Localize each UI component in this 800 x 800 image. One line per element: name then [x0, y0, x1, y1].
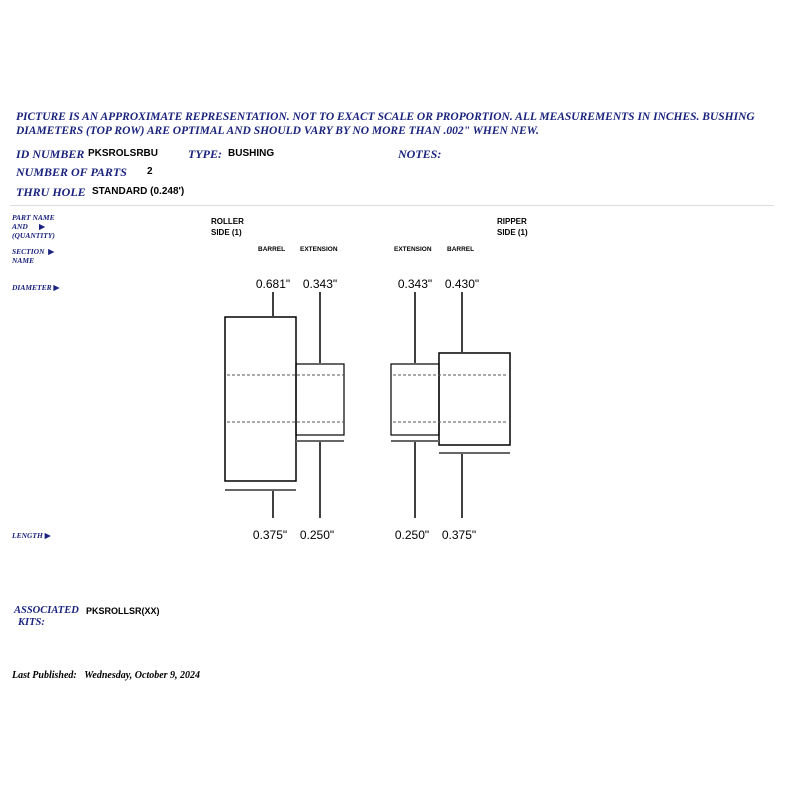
arrow-right-icon: ▶ [53, 283, 60, 292]
associated-kits-label: ASSOCIATED KITS: [14, 605, 79, 628]
section-name-label: SECTION ▶ NAME [12, 247, 55, 265]
ripper-barrel-section: BARREL [447, 246, 475, 253]
id-number-value: PKSROLSRBU [88, 148, 159, 159]
ripper-barrel-diameter: 0.430" [444, 277, 480, 291]
type-label: TYPE: [188, 147, 222, 161]
disclaimer-text: PICTURE IS AN APPROXIMATE REPRESENTATION. NOT TO EXACT SCALE OR PROPORTION. ALL MEASUREMENTS IN INCHES. BUSHING DIAMETERS (TOP ROW) ARE OPTIMAL AND SHOULD VARY BY NO MORE THAN .002" WHEN NEW. [16, 111, 755, 137]
diameter-row-label: DIAMETER ▶ [12, 283, 60, 292]
roller-barrel-diameter: 0.681" [255, 277, 291, 291]
type-value: BUSHING [228, 148, 275, 159]
arrow-right-icon: ▶ [44, 531, 51, 540]
length-row-label: LENGTH ▶ [12, 531, 51, 540]
ripper-bushing-drawing [391, 292, 510, 518]
last-published: Last Published: Wednesday, October 9, 2024 [12, 670, 201, 681]
ripper-extension-length: 0.250" [394, 528, 430, 542]
ripper-extension-diameter: 0.343" [397, 277, 433, 291]
ripper-part-header: RIPPER SIDE (1) [497, 217, 528, 237]
part-name-label: PART NAME AND ▶ (QUANTITY) [12, 213, 55, 240]
roller-barrel-body [225, 317, 296, 481]
thru-hole-value: STANDARD (0.248') [92, 186, 185, 197]
ripper-barrel-length: 0.375" [441, 528, 477, 542]
number-of-parts-value: 2 [147, 166, 153, 177]
id-number-label: ID NUMBER [16, 147, 85, 161]
arrow-right-icon: ▶ [39, 222, 45, 231]
roller-barrel-section: BARREL [258, 246, 286, 253]
notes-label: NOTES: [398, 147, 442, 161]
associated-kits-value[interactable]: PKSROLLSR(XX) [86, 606, 160, 616]
roller-extension-length: 0.250" [299, 528, 335, 542]
roller-extension-section: EXTENSION [300, 246, 338, 253]
roller-extension-diameter: 0.343" [302, 277, 338, 291]
number-of-parts-label: NUMBER OF PARTS [16, 165, 127, 179]
ripper-extension-section: EXTENSION [394, 246, 432, 253]
published-date: Wednesday, October 9, 2024 [84, 670, 201, 681]
ripper-barrel-body [439, 353, 510, 445]
roller-bushing-drawing [225, 292, 344, 518]
roller-part-header: ROLLER SIDE (1) [211, 217, 244, 237]
arrow-right-icon: ▶ [48, 247, 55, 256]
roller-barrel-length: 0.375" [252, 528, 288, 542]
thru-hole-label: THRU HOLE [16, 185, 86, 199]
